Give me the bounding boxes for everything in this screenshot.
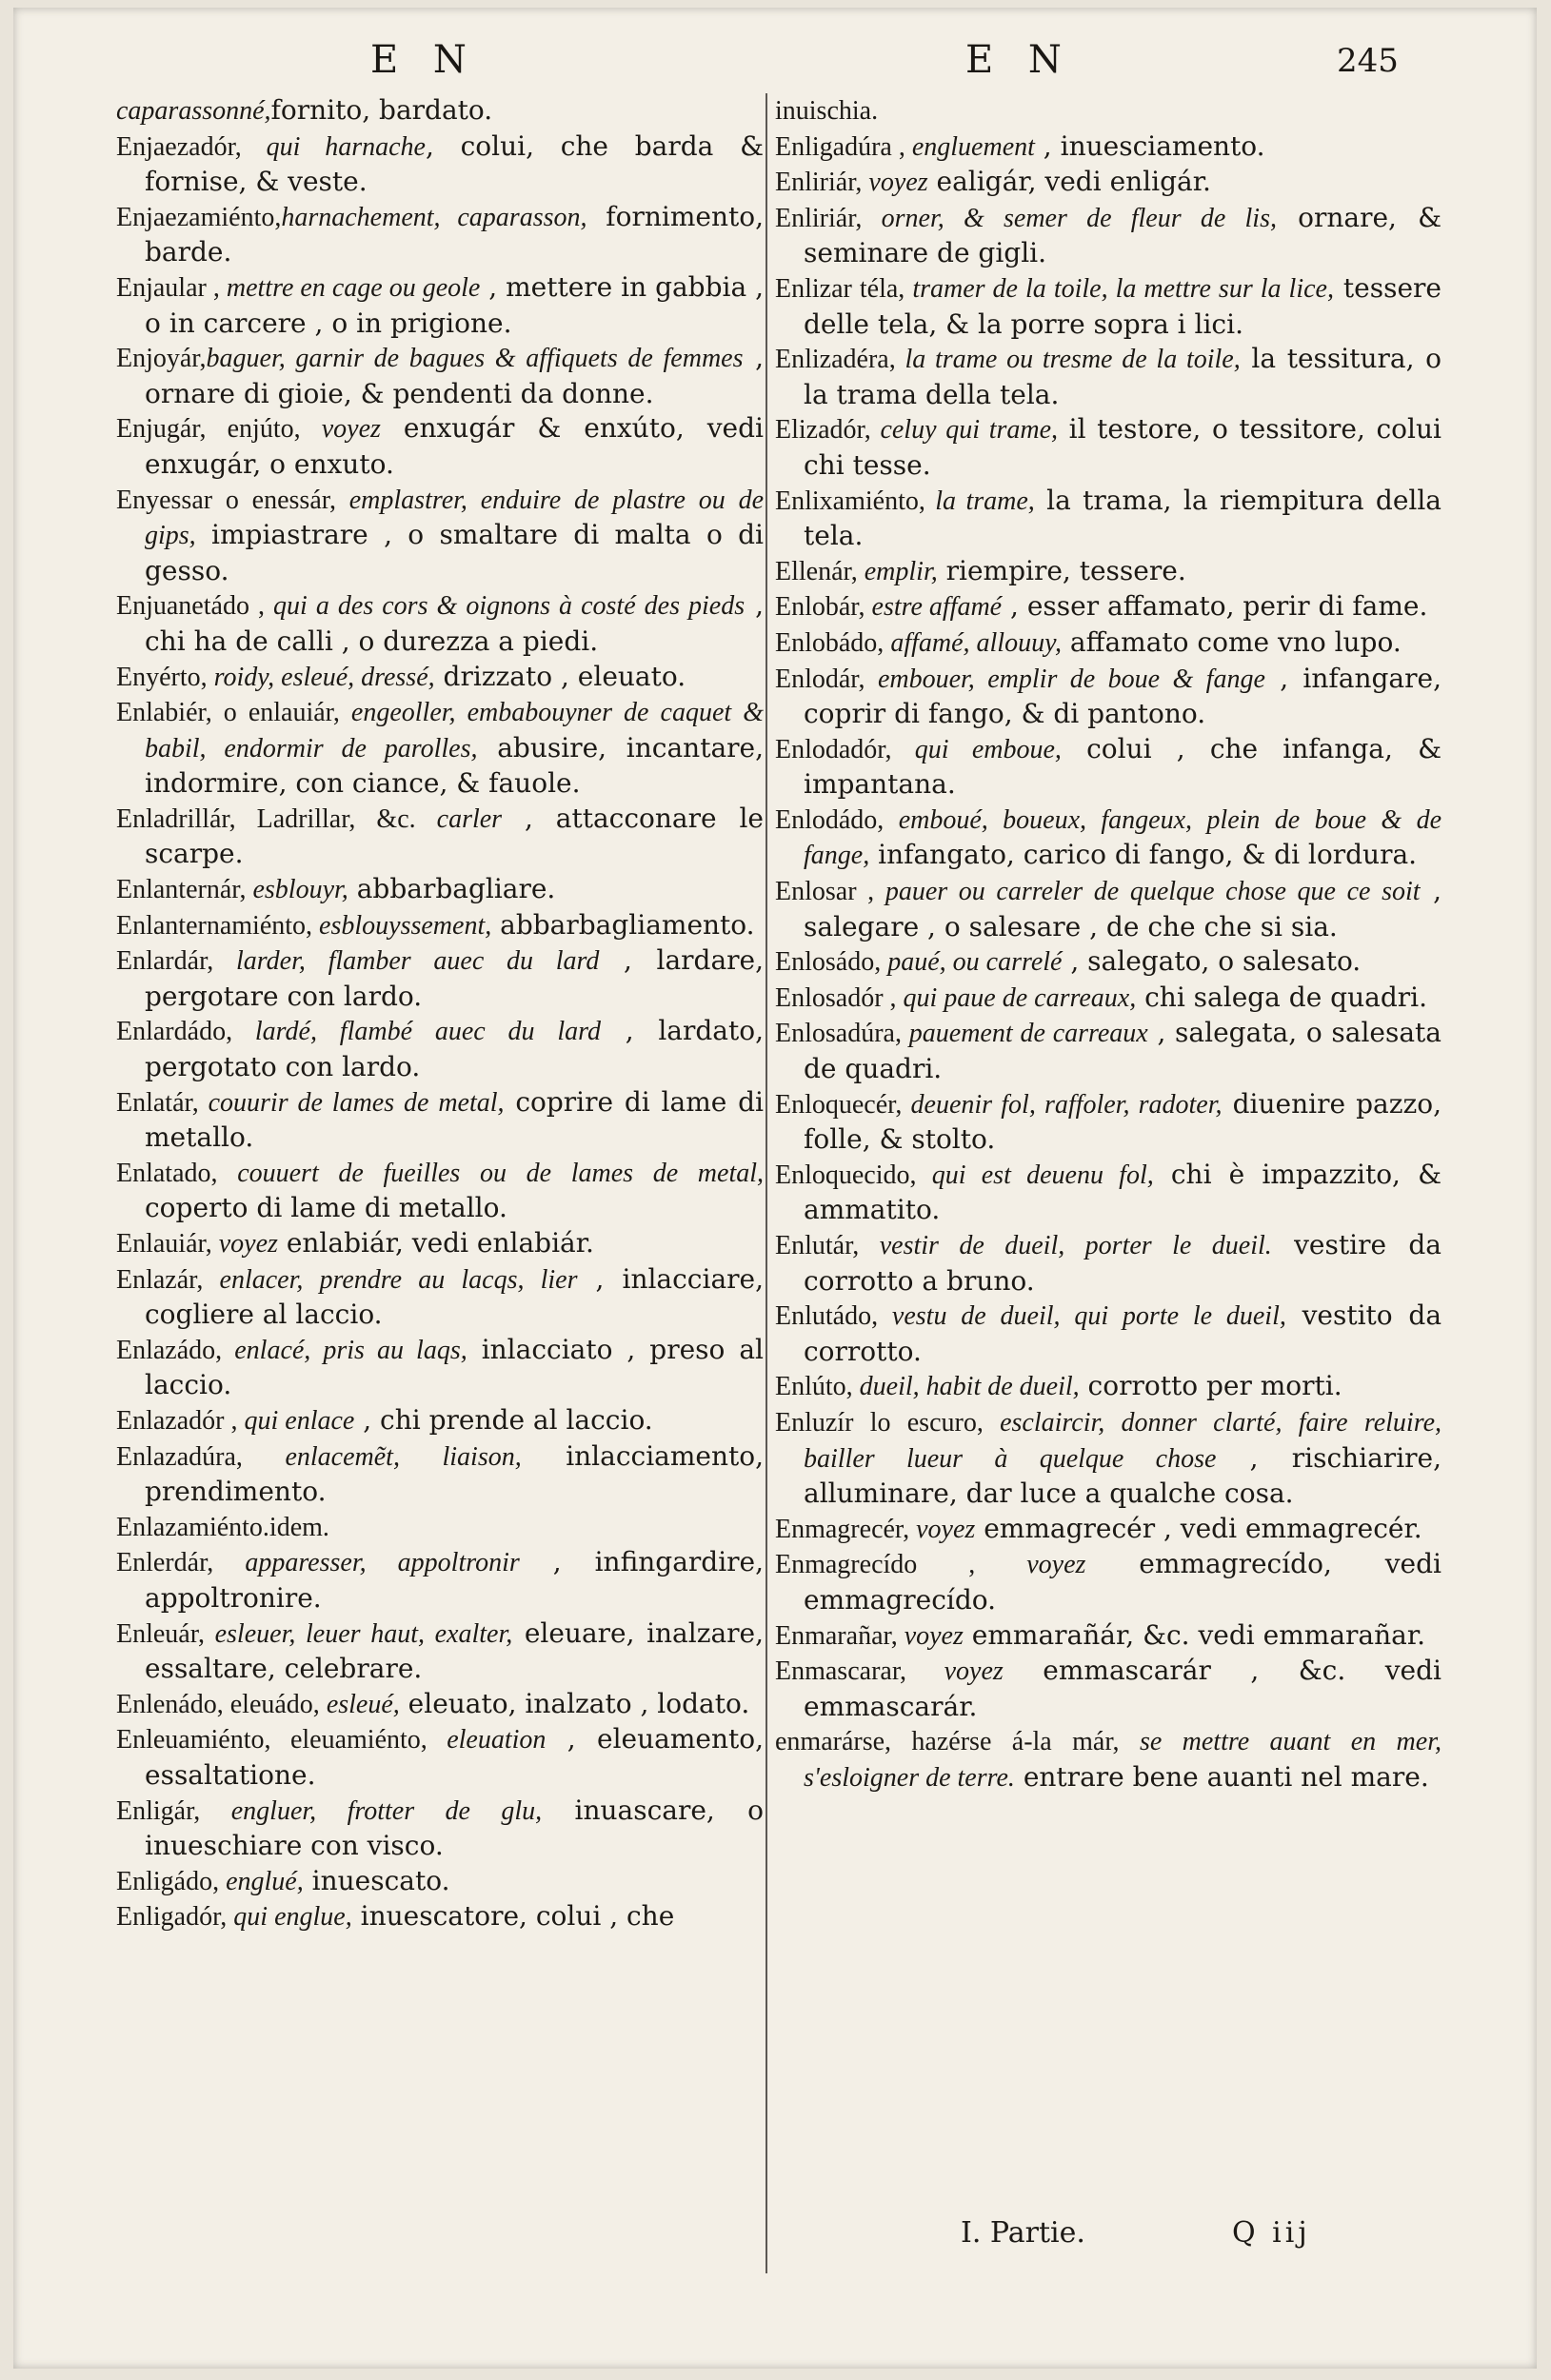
headword: Enmagrecér, [775, 1514, 917, 1544]
dictionary-entry [775, 484, 1442, 554]
headword: Enlauiár, [116, 1229, 219, 1259]
headword: inuischia. [775, 96, 879, 126]
french-gloss: roidy, esleué, dressé, [213, 662, 435, 692]
dictionary-entry [116, 1722, 764, 1793]
french-gloss: pauement de carreaux [908, 1019, 1148, 1049]
french-gloss: affamé, allouuy, [890, 627, 1062, 658]
italian-gloss: enxugár & enxúto, vedi enxugár, o enxuto. [145, 412, 764, 480]
dictionary-entry [116, 1403, 764, 1439]
headword: Enlazádo, [116, 1335, 235, 1365]
italian-gloss: , inlacciare, cogliere al laccio. [145, 1262, 764, 1331]
dictionary-entry [775, 412, 1442, 483]
french-gloss: enlacé, pris au laqs, [234, 1335, 467, 1365]
headword: Enlobádo, [775, 627, 891, 658]
french-gloss: estre affamé [871, 592, 1003, 623]
italian-gloss: inuescato. [303, 1864, 450, 1896]
headword: Enlanternár, [116, 875, 253, 905]
french-gloss: eleuation [447, 1725, 547, 1755]
italian-gloss: , lardato, pergotato con lardo. [145, 1015, 764, 1083]
dictionary-entry [116, 93, 764, 129]
dictionary-entry [116, 129, 764, 200]
headword: Enlúto, [775, 1372, 860, 1402]
italian-gloss: abbarbagliare. [348, 873, 556, 905]
headword: Enlosádo, [775, 947, 888, 978]
headword: Enladrillár, Ladrillar, &c. [116, 803, 437, 834]
headword: Enligadúra , [775, 131, 912, 162]
headword: Enlixamiénto, [775, 486, 936, 516]
dictionary-entry [775, 981, 1442, 1017]
italian-gloss: , infangare, coprir di fango, & di pantono. [804, 662, 1442, 730]
french-gloss: couurir de lames de metal, [208, 1087, 505, 1118]
french-gloss: caparassonné, [116, 96, 271, 126]
dictionary-entry [116, 1226, 764, 1262]
dictionary-entry [775, 1547, 1442, 1617]
dictionary-entry [116, 1510, 764, 1546]
italian-gloss: , salegata, o salesata de quadri. [804, 1017, 1442, 1085]
dictionary-entry [775, 662, 1442, 732]
dictionary-entry [775, 732, 1442, 803]
dictionary-entry [775, 625, 1442, 662]
italian-gloss: eleuare, inalzare, essaltare, celebrare. [145, 1616, 765, 1685]
dictionary-entry [116, 1794, 764, 1864]
dictionary-entry [116, 660, 764, 696]
dictionary-entry [775, 1016, 1442, 1086]
french-gloss: engeoller, embabouyner de caquet & babil, endormir de parolles, [145, 698, 764, 764]
dictionary-entry [775, 129, 1442, 166]
headword: Enligár, [116, 1795, 231, 1826]
headword: Enlazamiénto.idem. [116, 1512, 329, 1542]
page-number: 245 [1337, 42, 1399, 80]
headword: Enlosadúra, [775, 1019, 909, 1049]
french-gloss: engluer, frotter de glu, [230, 1795, 543, 1826]
italian-gloss: , infingardire, appoltronire. [145, 1546, 765, 1614]
dictionary-entry [775, 1228, 1442, 1299]
italian-gloss: inlacciato , preso al laccio. [145, 1333, 764, 1401]
italian-gloss: il testore, o tessitore, colui chi tesse. [804, 413, 1442, 481]
dictionary-entry [116, 943, 764, 1014]
headword: Enligadór, [116, 1902, 234, 1933]
italian-gloss: , esser affamato, perir di fame. [1002, 590, 1428, 623]
dictionary-entry [116, 1333, 764, 1403]
headword: Enlenádo, eleuádo, [116, 1689, 327, 1719]
headword: Enloquecér, [775, 1089, 911, 1120]
dictionary-entry [775, 1654, 1442, 1724]
french-gloss: lardé, flambé auec du lard [254, 1017, 601, 1047]
headword: Enlodádo, [775, 804, 899, 835]
headword: Enjuanetádo , [116, 591, 274, 622]
italian-gloss: chi salega de quadri. [1136, 981, 1427, 1013]
french-gloss: vestu de dueil, qui porte le dueil, [891, 1301, 1286, 1332]
headword: Enlatár, [116, 1087, 209, 1118]
dictionary-entry [116, 1616, 764, 1687]
french-gloss: voyez [904, 1620, 964, 1651]
french-gloss: embouer, emplir de boue & fange [877, 664, 1265, 694]
headword: Enlodadór, [775, 734, 915, 764]
italian-gloss: vestito da corrotto. [804, 1299, 1442, 1367]
headword: Enleuamiénto, eleuamiénto, [116, 1725, 447, 1755]
page-footer [775, 2216, 1442, 2254]
dictionary-entry [116, 695, 764, 802]
dictionary-entry [116, 1156, 764, 1226]
header-right-letters: E N [965, 38, 1073, 82]
headword: Enluzír lo escuro, [775, 1407, 1001, 1438]
headword: Enjaular , [116, 272, 227, 303]
headword: Enlerdár, [116, 1548, 246, 1578]
french-gloss: couuert de fueilles ou de lames de metal, [237, 1158, 764, 1188]
headword: enmarárse, hazérse á-la már, [775, 1727, 1140, 1757]
italian-gloss: inlacciamento, prendimento. [145, 1439, 765, 1508]
headword: Enjaezadór, [116, 131, 267, 162]
italian-gloss: , inuesciamento. [1034, 129, 1265, 162]
french-gloss: apparesser, appoltronir [245, 1548, 520, 1578]
french-gloss: englué, [226, 1866, 304, 1896]
italian-gloss: , salegare , o salesare , de che che si sia. [804, 875, 1442, 942]
headword: Enmascarar, [775, 1656, 945, 1687]
italian-gloss: vestire da corrotto a bruno. [804, 1229, 1442, 1297]
dictionary-entry [775, 1369, 1442, 1405]
french-gloss: voyez [321, 414, 381, 445]
dictionary-entry [775, 1405, 1442, 1512]
headword: Enleuár, [116, 1618, 215, 1649]
headword: Enlizadéra, [775, 345, 905, 375]
headword: Enlatado, [116, 1158, 238, 1188]
dictionary-entry [116, 1262, 764, 1333]
dictionary-entry [775, 201, 1442, 271]
italian-gloss: inuascare, o inueschiare con visco. [145, 1794, 764, 1862]
headword: Ellenár, [775, 556, 865, 586]
headword: Enlosadór , [775, 982, 904, 1013]
french-gloss: pauer ou carreler de quelque chose que ce soit [885, 877, 1421, 907]
italian-gloss: ealigár, vedi enligár. [927, 166, 1211, 198]
italian-gloss: , rischiarire, alluminare, dar luce a qualche cosa. [804, 1441, 1442, 1510]
dictionary-entry [116, 1545, 764, 1616]
italian-gloss: , salegato, o salesato. [1062, 945, 1362, 978]
italian-gloss: , attacconare le scarpe. [145, 802, 764, 870]
french-gloss: voyez [944, 1656, 1004, 1687]
italian-gloss: , lardare, pergotare con lardo. [145, 944, 765, 1012]
french-gloss: dueil, habit de dueil, [859, 1372, 1080, 1402]
french-gloss: qui a des cors & oignons à costé des pieds [273, 591, 746, 622]
italian-gloss: la trama, la riempitura della tela. [804, 484, 1442, 552]
headword: Enloquecido, [775, 1160, 932, 1190]
dictionary-entry [116, 483, 764, 589]
french-gloss: emplastrer, enduire de plastre ou de gips, [145, 485, 764, 551]
dictionary-entry [116, 908, 764, 944]
french-gloss: qui harnache [266, 131, 426, 162]
dictionary-entry [116, 200, 764, 270]
italian-gloss: affamato come vno lupo. [1061, 625, 1402, 658]
french-gloss: vestir de dueil, porter le dueil. [879, 1231, 1272, 1260]
dictionary-entry [116, 872, 764, 908]
french-gloss: esleuer, leuer haut, exalter, [214, 1618, 513, 1649]
italian-gloss: corrotto per morti. [1079, 1370, 1342, 1402]
italian-gloss: ornare, & seminare de gigli. [804, 201, 1442, 269]
italian-gloss: emmagrecér , vedi emmagrecér. [975, 1512, 1422, 1544]
dictionary-entry [116, 588, 764, 659]
french-gloss: la trame ou tresme de la toile, [905, 345, 1241, 375]
dictionary-entry [116, 411, 764, 482]
french-gloss: qui paue de carreaux, [903, 982, 1137, 1013]
dictionary-entry [775, 803, 1442, 874]
italian-gloss: fornito, bardato. [270, 94, 493, 126]
dictionary-entry [116, 1864, 764, 1900]
headword: Enyérto, [116, 662, 214, 692]
french-gloss: voyez [218, 1229, 278, 1259]
italian-gloss: fornimento, barde. [145, 200, 764, 268]
dictionary-entry [775, 1299, 1442, 1369]
french-gloss: baguer, garnir de bagues & affiquets de femmes [206, 344, 744, 374]
french-gloss: celuy qui trame, [880, 415, 1059, 446]
italian-gloss: abbarbagliamento. [491, 908, 755, 941]
headword: Enlosar , [775, 877, 885, 907]
french-gloss: paué, ou carrelé [887, 947, 1063, 978]
dictionary-entry [775, 1158, 1442, 1228]
headword: Elizadór, [775, 415, 881, 446]
dictionary-entry [116, 802, 764, 872]
italian-gloss: , chi ha de calli , o durezza a piedi. [145, 589, 764, 657]
french-gloss: harnachement, caparasson, [281, 202, 587, 232]
french-gloss: esblouyr, [252, 875, 348, 905]
headword: Enlazár, [116, 1264, 220, 1295]
dictionary-entry [775, 874, 1442, 944]
french-gloss: orner, & semer de fleur de lis, [881, 203, 1277, 233]
left-column [116, 93, 764, 1935]
italian-gloss: riempire, tessere. [937, 554, 1186, 586]
headword: Enlabiér, o enlauiár, [116, 698, 351, 728]
dictionary-entry [775, 944, 1442, 981]
french-gloss: voyez [868, 168, 928, 198]
italian-gloss: emmarañár, &c. vedi emmarañar. [963, 1618, 1426, 1651]
headword: Enjugár, enjúto, [116, 414, 322, 445]
italian-gloss: infangato, carico di fango, & di lordura. [869, 839, 1418, 871]
headword: Enyessar o enessár, [116, 485, 349, 515]
french-gloss: tramer de la toile, la mettre sur la lice, [912, 273, 1334, 304]
running-header [13, 38, 1537, 95]
french-gloss: la trame, [935, 486, 1035, 516]
headword: Enligádo, [116, 1866, 227, 1896]
french-gloss: voyez [1026, 1550, 1086, 1580]
dictionary-entry [775, 271, 1442, 342]
italian-gloss: la tessitura, o la trama della tela. [804, 343, 1442, 410]
italian-gloss: colui , che infanga, & impantana. [804, 732, 1442, 801]
headword: Enjoyár, [116, 344, 207, 374]
french-gloss: qui emboue, [914, 734, 1062, 764]
dictionary-entry [116, 1014, 764, 1084]
french-gloss: enlacer, prendre au lacqs, lier [219, 1264, 578, 1295]
italian-gloss: drizzato , eleuato. [434, 660, 686, 692]
italian-gloss: tessere delle tela, & la porre sopra i lici. [804, 271, 1442, 340]
italian-gloss: diuenire pazzo, folle, & stolto. [804, 1087, 1442, 1156]
french-gloss: mettre en cage ou geole [226, 272, 481, 303]
footer-signature: Q iij [1232, 2216, 1311, 2250]
right-column [775, 93, 1442, 1796]
headword: Enmarañar, [775, 1620, 905, 1651]
french-gloss: qui enlace [244, 1405, 355, 1436]
italian-gloss: eleuato, inalzato , lodato. [399, 1687, 750, 1719]
french-gloss: carler [436, 803, 503, 834]
french-gloss: larder, flamber auec du lard [236, 946, 600, 977]
italian-gloss: enlabiár, vedi enlabiár. [277, 1227, 594, 1259]
headword: Enlazadúra, [116, 1441, 286, 1472]
french-gloss: voyez [916, 1514, 976, 1544]
dictionary-entry [775, 554, 1442, 590]
french-gloss: enlacemẽt, liaison, [285, 1441, 522, 1472]
headword: Enjaezamiénto, [116, 202, 282, 232]
headword: Enmagrecído , [775, 1550, 1027, 1580]
french-gloss: emboué, boueux, fangeux, plein de boue & de fange, [804, 804, 1442, 871]
headword: Enlutádo, [775, 1301, 892, 1332]
dictionary-entry [775, 1512, 1442, 1548]
italian-gloss: impiastrare , o smaltare di malta o di gesso. [145, 519, 764, 586]
french-gloss: se mettre auant en mer, s'esloigner de terre. [804, 1727, 1442, 1793]
dictionary-entry [775, 1618, 1442, 1655]
headword: Enlodár, [775, 664, 878, 694]
headword: Enlanternamiénto, [116, 910, 320, 941]
italian-gloss: , chi prende al laccio. [354, 1403, 653, 1436]
french-gloss: qui englue, [233, 1902, 352, 1933]
italian-gloss: , mettere in gabbia , o in carcere , o in prigione. [145, 270, 764, 339]
dictionary-entry [775, 165, 1442, 201]
headword: Enliriár, [775, 203, 882, 233]
french-gloss: esblouyssement, [319, 910, 492, 941]
column-divider [766, 93, 767, 2273]
italian-gloss: , eleuamento, essaltatione. [145, 1723, 764, 1791]
italian-gloss: inuescatore, colui , che [351, 1900, 675, 1933]
dictionary-entry [116, 1085, 764, 1156]
headword: Enlardár, [116, 946, 236, 977]
italian-gloss: , ornare di gioie, & pendenti da donne. [145, 342, 764, 409]
dictionary-entry [116, 1687, 764, 1723]
dictionary-entry [775, 589, 1442, 625]
dictionary-entry [116, 341, 764, 411]
dictionary-entry [775, 1087, 1442, 1158]
dictionary-entry [775, 1724, 1442, 1795]
french-gloss: engluement [911, 131, 1035, 162]
french-gloss: esclaircir, donner clarté, faire reluire, bailler lueur à quelque chose [804, 1407, 1442, 1474]
dictionary-page [13, 8, 1537, 2369]
dictionary-entry [775, 93, 1442, 129]
italian-gloss: emmagrecído, vedi emmagrecído. [804, 1548, 1442, 1616]
headword: Enliriár, [775, 168, 869, 198]
italian-gloss: abusire, incantare, indormire, con ciance, & fauole. [145, 731, 764, 800]
footer-part: I. Partie. [961, 2216, 1085, 2250]
dictionary-entry [116, 1899, 764, 1935]
headword: Enlobár, [775, 592, 872, 623]
french-gloss: deuenir fol, raffoler, radoter, [910, 1089, 1223, 1120]
french-gloss: emplir, [864, 556, 938, 586]
dictionary-entry [116, 1439, 764, 1510]
french-gloss: esleué, [326, 1689, 400, 1719]
italian-gloss: , colui, che barda & fornise, & veste. [145, 129, 764, 198]
headword: Enlazadór , [116, 1405, 245, 1436]
italian-gloss: coperto di lame di metallo. [145, 1192, 507, 1224]
french-gloss: qui est deuenu fol, [931, 1160, 1154, 1190]
header-left-letters: E N [370, 38, 478, 82]
italian-gloss: entrare bene auanti nel mare. [1014, 1760, 1429, 1793]
italian-gloss: emmascarár , &c. vedi emmascarár. [804, 1655, 1442, 1722]
headword: Enlizar téla, [775, 273, 913, 304]
italian-gloss: chi è impazzito, & ammatito. [804, 1158, 1442, 1226]
dictionary-entry [116, 270, 764, 341]
headword: Enlardádo, [116, 1017, 255, 1047]
italian-gloss: coprire di lame di metallo. [145, 1085, 764, 1154]
dictionary-entry [775, 342, 1442, 412]
headword: Enlutár, [775, 1231, 880, 1260]
